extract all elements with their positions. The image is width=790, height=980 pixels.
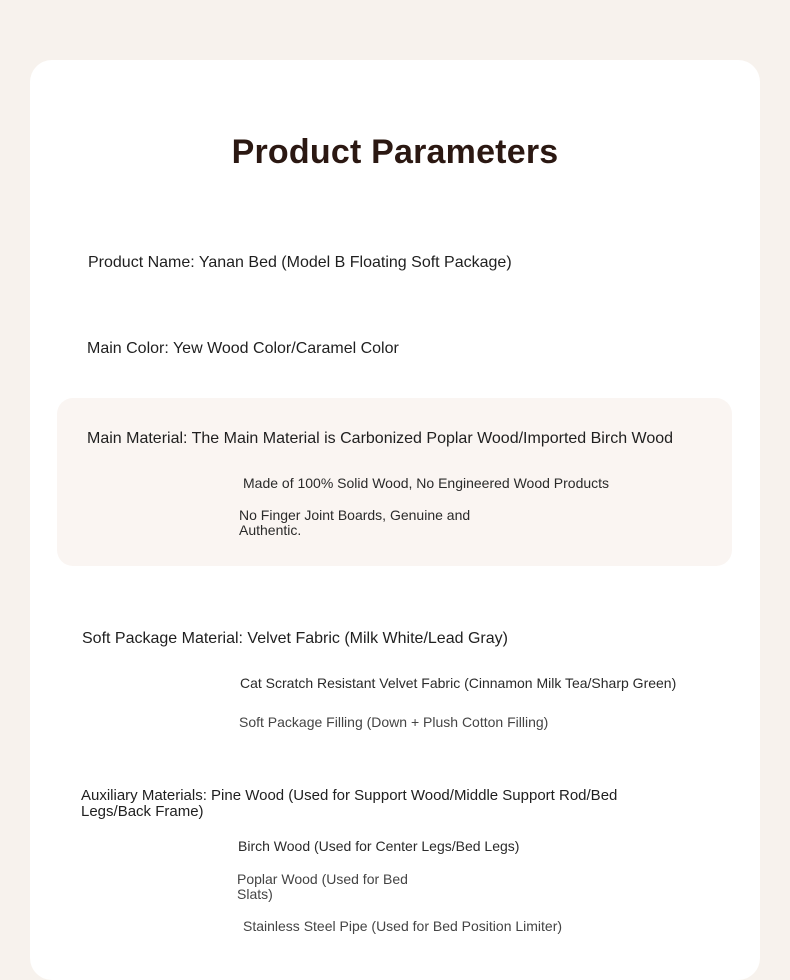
main-color-row: Main Color: Yew Wood Color/Caramel Color xyxy=(87,340,399,357)
main-material-detail: No Finger Joint Boards, Genuine and Authentic. xyxy=(239,507,471,538)
auxiliary-material-detail: Birch Wood (Used for Center Legs/Bed Legs) xyxy=(238,838,520,854)
main-material-detail: Made of 100% Solid Wood, No Engineered Wood Products xyxy=(243,475,610,491)
auxiliary-material-detail: Stainless Steel Pipe (Used for Bed Position Limiter) xyxy=(243,918,563,934)
auxiliary-materials-heading: Auxiliary Materials: Pine Wood (Used for Support Wood/Middle Support Rod/Bed Legs/Back Frame) xyxy=(81,787,618,820)
page-title: Product Parameters xyxy=(231,133,559,171)
soft-package-heading: Soft Package Material: Velvet Fabric (Milk White/Lead Gray) xyxy=(82,630,508,647)
soft-package-detail: Soft Package Filling (Down + Plush Cotton Filling) xyxy=(239,714,549,730)
auxiliary-material-detail: Poplar Wood (Used for Bed Slats) xyxy=(237,871,408,902)
main-material-heading: Main Material: The Main Material is Carbonized Poplar Wood/Imported Birch Wood xyxy=(87,430,674,447)
soft-package-detail: Cat Scratch Resistant Velvet Fabric (Cinnamon Milk Tea/Sharp Green) xyxy=(240,675,677,691)
product-name-row: Product Name: Yanan Bed (Model B Floating Soft Package) xyxy=(88,254,512,271)
